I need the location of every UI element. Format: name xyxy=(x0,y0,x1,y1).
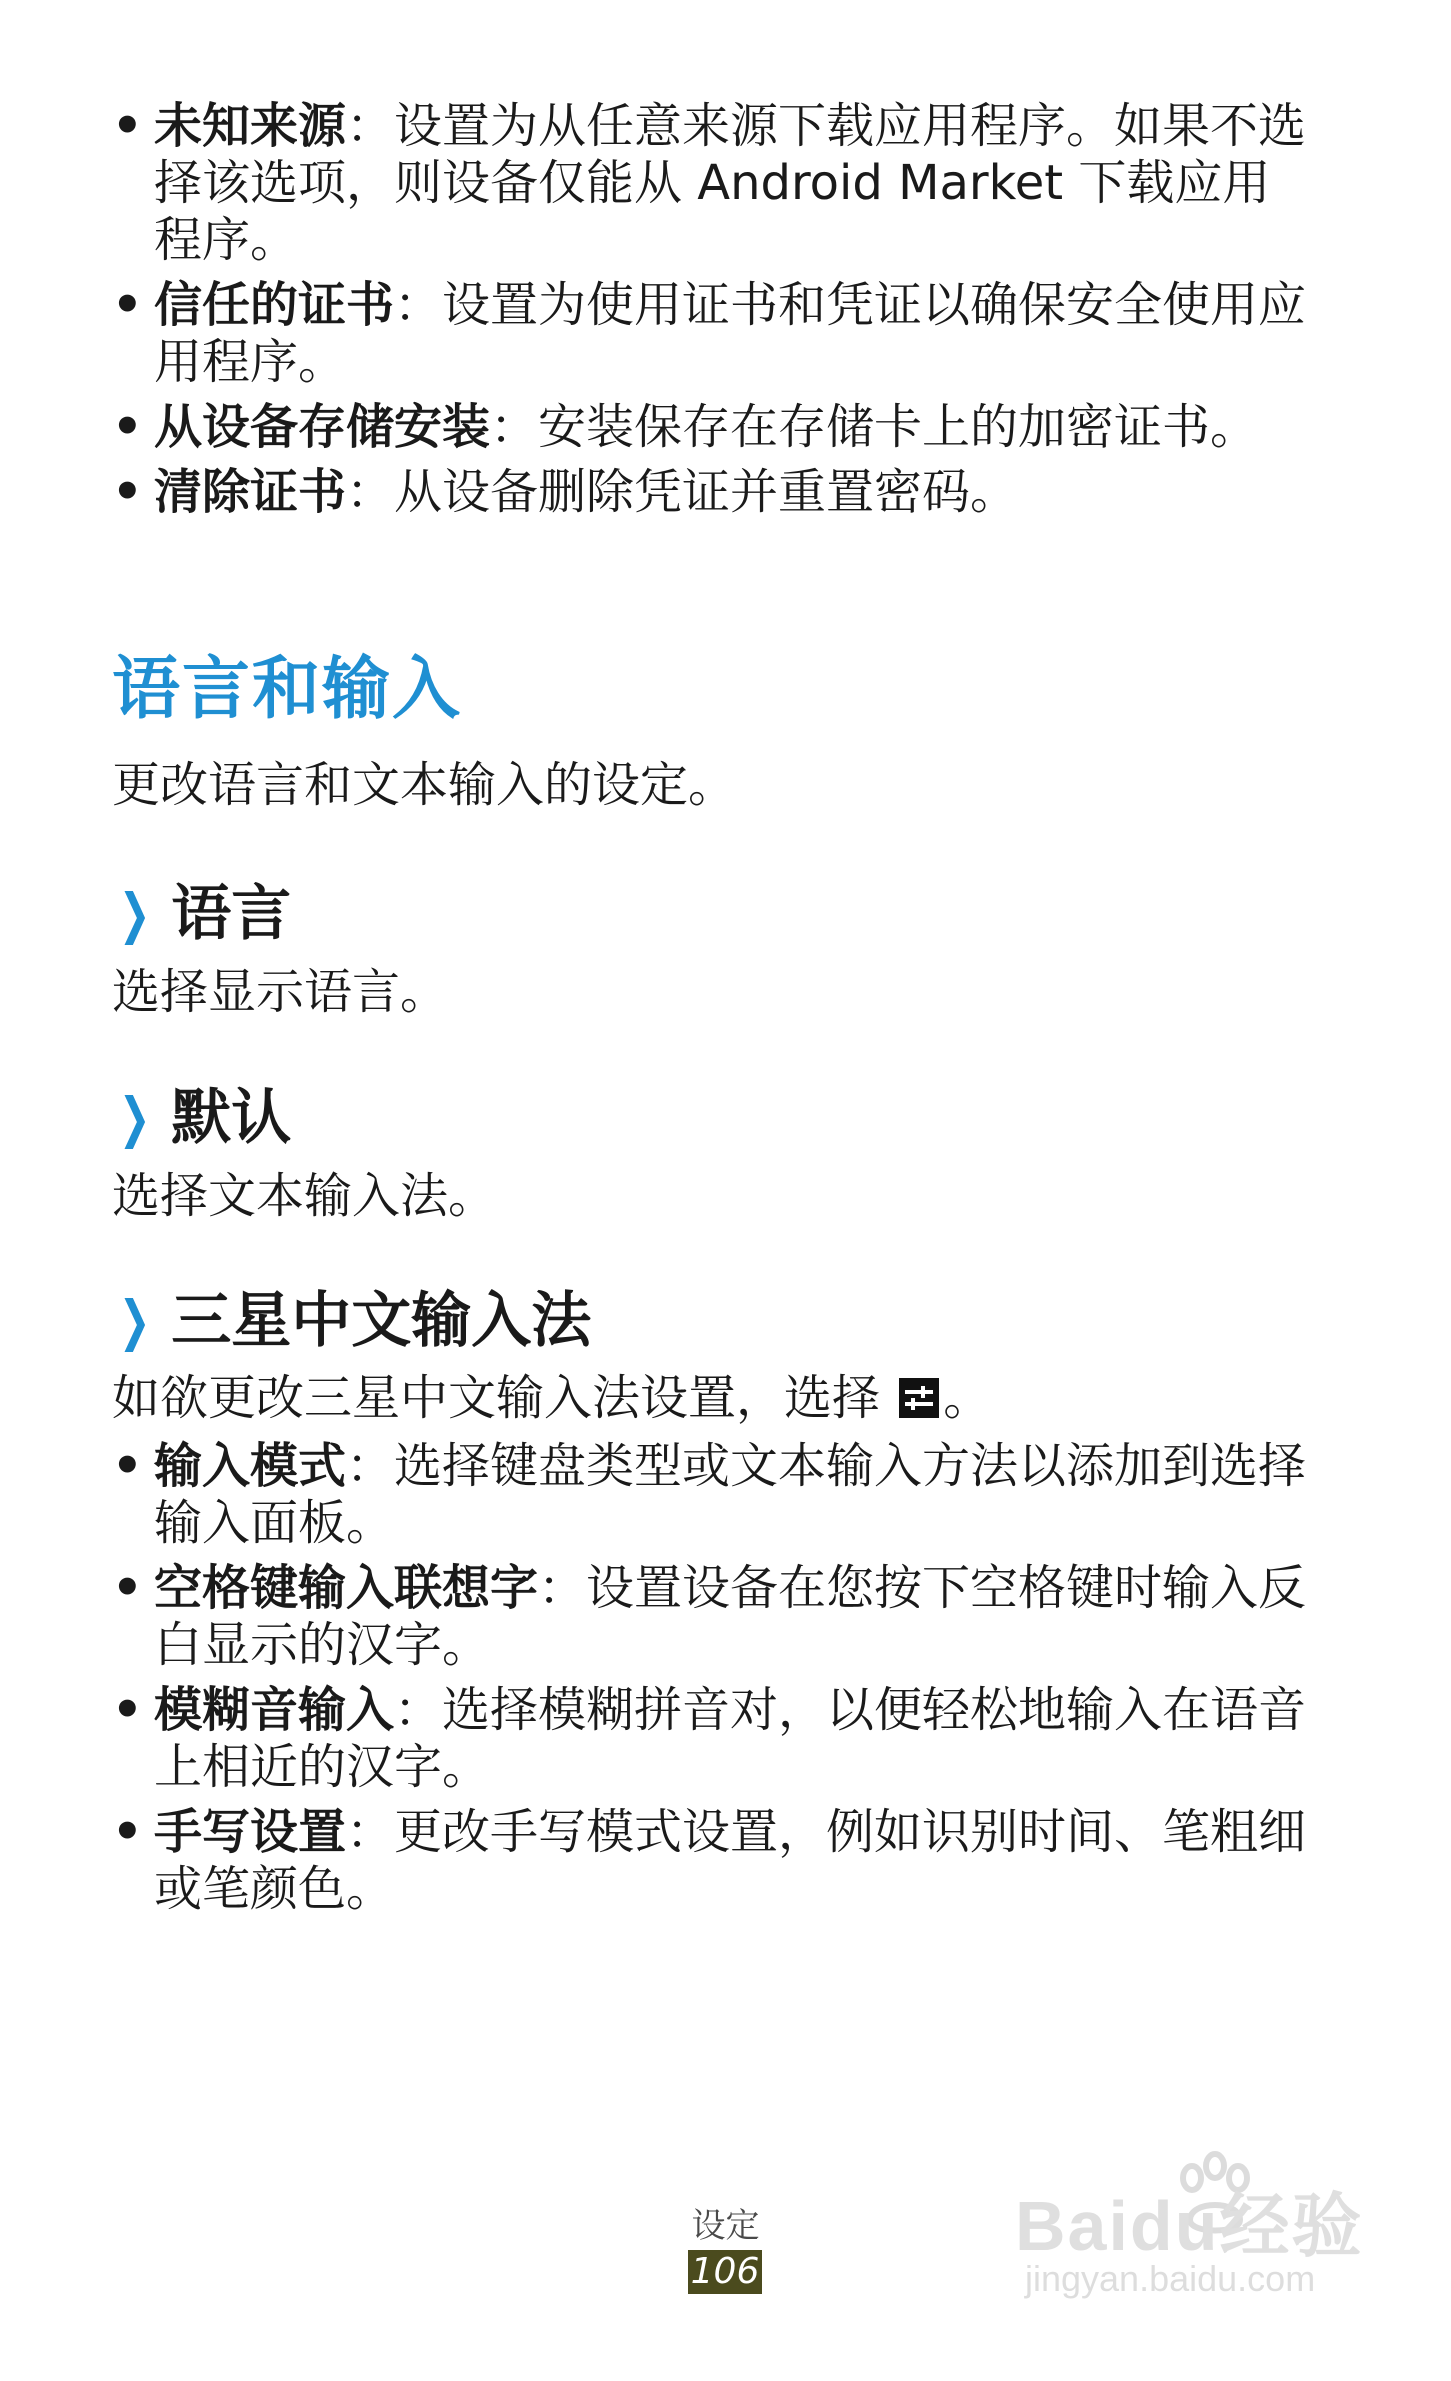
bullet: • xyxy=(112,277,143,333)
item-text: 设置为使用证书和凭证以确保安全使用应用程序。 xyxy=(154,277,1307,390)
default-description: 选择文本输入法。 xyxy=(112,1168,497,1224)
item-separator: ： xyxy=(394,277,443,333)
watermark-url: jingyan.baidu.com xyxy=(1025,2258,1316,2299)
item-term: 模糊音输入 xyxy=(154,1682,395,1738)
item-separator: ： xyxy=(490,399,539,455)
list-item xyxy=(112,1438,1312,1552)
item-text: 从设备删除凭证并重置密码。 xyxy=(394,464,1019,520)
subheading-language xyxy=(112,878,291,950)
bullet: • xyxy=(112,399,143,455)
item-term: 信任的证书 xyxy=(154,277,395,333)
item-separator: ： xyxy=(346,98,395,154)
subheading-label: 三星中文输入法 xyxy=(171,1286,592,1356)
item-term: 空格键输入联想字 xyxy=(154,1560,539,1616)
item-separator: ： xyxy=(538,1560,587,1616)
subheading-label: 语言 xyxy=(171,879,292,949)
description-end: 。 xyxy=(943,1370,992,1426)
item-text: 安装保存在存储卡上的加密证书。 xyxy=(538,399,1259,455)
samsung-input-description xyxy=(112,1368,991,1428)
chevron-right-icon: ❯ xyxy=(118,882,151,945)
item-text: 更改手写模式设置，例如识别时间、笔粗细或笔颜色。 xyxy=(154,1804,1307,1917)
subheading-default xyxy=(112,1082,291,1154)
page-number: 106 xyxy=(688,2250,762,2294)
item-text: 设置设备在您按下空格键时输入反白显示的汉字。 xyxy=(154,1560,1307,1673)
list-item xyxy=(112,1804,1312,1918)
item-term: 从设备存储安装 xyxy=(154,399,491,455)
list-item xyxy=(112,98,1312,269)
watermark xyxy=(1015,2150,1395,2310)
watermark-brand: Baidu经验 xyxy=(1015,2187,1364,2265)
subheading-samsung-input xyxy=(112,1285,591,1357)
list-item xyxy=(112,277,1312,391)
language-description: 选择显示语言。 xyxy=(112,964,449,1020)
subheading-label: 默认 xyxy=(171,1083,292,1153)
input-options-list xyxy=(112,1438,1312,1926)
item-text: 选择模糊拼音对，以便轻松地输入在语音上相近的汉字。 xyxy=(154,1682,1307,1795)
bullet: • xyxy=(112,1438,143,1494)
bullet: • xyxy=(112,98,143,154)
settings-icon xyxy=(899,1378,939,1418)
description-text: 如欲更改三星中文输入法设置，选择 xyxy=(112,1370,896,1426)
list-item xyxy=(112,1560,1312,1674)
item-separator: ： xyxy=(346,1804,395,1860)
chevron-right-icon: ❯ xyxy=(118,1086,151,1149)
bullet: • xyxy=(112,1682,143,1738)
bullet: • xyxy=(112,1804,143,1860)
item-text: 设置为从任意来源下载应用程序。如果不选择该选项，则设备仅能从 Android Market 下载应用程序。 xyxy=(154,98,1307,268)
item-text: 选择键盘类型或文本输入方法以添加到选择输入面板。 xyxy=(154,1438,1307,1551)
bullet: • xyxy=(112,1560,143,1616)
list-item xyxy=(112,1682,1312,1796)
section-intro: 更改语言和文本输入的设定。 xyxy=(112,757,737,813)
footer-section-label: 设定 xyxy=(691,2206,760,2246)
security-options-list xyxy=(112,98,1312,529)
list-item xyxy=(112,399,1312,456)
bullet: • xyxy=(112,464,143,520)
section-title: 语言和输入 xyxy=(112,650,463,729)
list-item xyxy=(112,464,1312,521)
item-term: 手写设置 xyxy=(154,1804,347,1860)
item-term: 未知来源 xyxy=(154,98,347,154)
item-separator: ： xyxy=(346,1438,395,1494)
item-separator: ： xyxy=(394,1682,443,1738)
item-term: 清除证书 xyxy=(154,464,347,520)
chevron-right-icon: ❯ xyxy=(118,1289,151,1352)
item-separator: ： xyxy=(346,464,395,520)
item-term: 输入模式 xyxy=(154,1438,347,1494)
